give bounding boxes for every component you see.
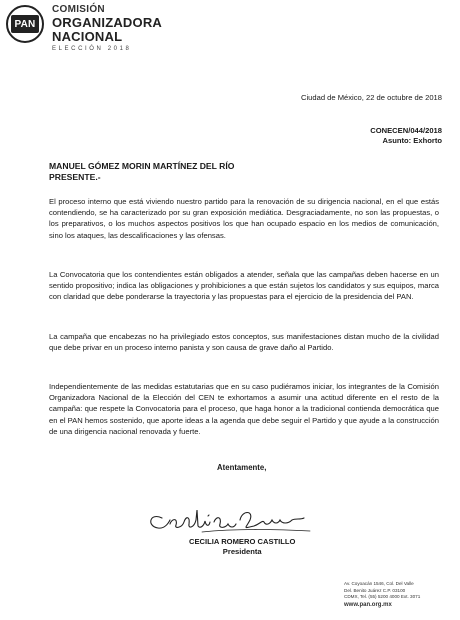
paragraph-2: La Convocatoria que los contendientes están obligados a atender, señala que las campañas deben hacerse en un sentido propositivo; indica las obligaciones y prohibiciones a que están sujetos los candidatos y sus equipos, marca con claridad que debe ponderarse la trayectoria y las propuestas para el ejercicio de la presidencia del PAN. — [49, 270, 439, 302]
org-line-4: ELECCIÓN 2018 — [52, 46, 132, 52]
subject-line: Asunto: Exhorto — [382, 136, 442, 145]
pan-logo — [6, 5, 44, 43]
org-header — [52, 5, 162, 52]
reference-number: CONECEN/044/2018 — [370, 126, 442, 135]
org-line-3: NACIONAL — [52, 29, 123, 44]
footer-line-1: Av. Coyoacán 1546, Col. Del Valle — [344, 581, 414, 586]
org-line-2: ORGANIZADORA — [52, 15, 163, 30]
org-line-1: COMISIÓN — [52, 4, 105, 15]
footer-line-3: CDMX, Tel. (55) 5200 4000 Ext. 3071 — [344, 594, 421, 599]
paragraph-4: Independientemente de las medidas estatutarias que en su caso pudiéramos iniciar, los integrantes de la Comisión Organizadora Nacional de la Elección del CEN te exhortamos a asumir una actitud diferente en el resto de la campaña: que respete la Convocatoria para el proceso, que haga honor a la tradicional contienda democrática que en el PAN hemos sostenido, que aporte ideas a la agenda que debe seguir el Partido y que ayude a la construcción de una dirigencia nacional renovada y fuerte. — [49, 382, 439, 436]
addressee-name: MANUEL GÓMEZ MORIN MARTÍNEZ DEL RÍO — [49, 161, 235, 171]
footer-line-2: Del. Benito Juárez C.P. 03100 — [344, 587, 406, 593]
footer-website: www.pan.org.mx — [344, 601, 392, 608]
signature-image — [142, 498, 317, 540]
pan-logo-text: PAN — [11, 15, 39, 33]
footer-address — [344, 581, 420, 608]
paragraph-3: La campaña que encabezas no ha privilegiado estos conceptos, sus manifestaciones distan mucho de la civilidad que debe privar en un proceso interno panista y son causa de grave daño al Partido. — [49, 332, 439, 353]
signer-block — [189, 537, 295, 557]
closing: Atentamente, — [217, 463, 267, 472]
paragraph-1: El proceso interno que está viviendo nuestro partido para la renovación de su dirigencia nacional, en el que estás contendiendo, se ha caracterizado por su gran exposición mediática. Desgraciadamente, no son las propuestas, o los preparativos, o los muchos aspectos positivos los que han ocupado espacio en los medios de comunicación, sino los ataques, las descalificaciones y las ofensas. — [49, 197, 439, 240]
signer-name: CECILIA ROMERO CASTILLO — [189, 537, 296, 546]
addressee-block — [49, 161, 234, 183]
letter-reference-block — [370, 126, 442, 146]
letter-date: Ciudad de México, 22 de octubre de 2018 — [300, 93, 442, 102]
signer-title: Presidenta — [222, 547, 262, 556]
addressee-line: PRESENTE.- — [49, 172, 101, 182]
